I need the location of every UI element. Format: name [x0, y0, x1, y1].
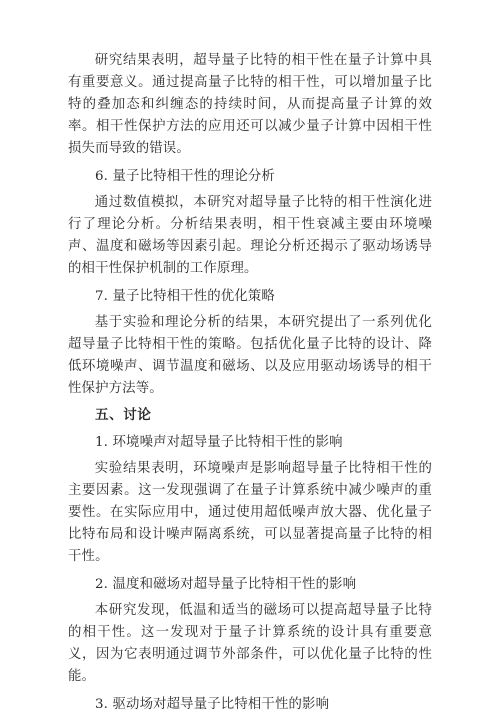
heading-theoretical-analysis: 6. 量子比特相干性的理论分析	[95, 169, 275, 184]
heading-drive-field: 3. 驱动场对超导量子比特相干性的影响	[95, 697, 330, 712]
heading-environment-noise: 1. 环境噪声对超导量子比特相干性的影响	[95, 435, 343, 450]
paragraph-temperature-magnetic-field: 本研究发现，低温和适当的磁场可以提高超导量子比特的相干性。这一发现对于量子计算系统的设计具有重要意义，因为它表明通过调节外部条件，可以优化量子比特的性能。	[68, 603, 432, 684]
paragraph-results-summary: 研究结果表明，超导量子比特的相干性在量子计算中具有重要意义。通过提高量子比特的相干性，可以增加量子比特的叠加态和纠缠态的持续时间，从而提高量子计算的效率。相干性保护方法的应用还可以减少量子计算中因相干性损失而导致的错误。	[68, 53, 432, 156]
section-title-discussion: 五、讨论	[95, 407, 152, 423]
paragraph-optimization-strategy: 基于实验和理论分析的结果，本研究提出了一系列优化超导量子比特相干性的策略。包括优化量子比特的设计、降低环境噪声、调节温度和磁场、以及应用驱动场诱导的相干性保护方法等。	[68, 315, 432, 396]
paragraph-theoretical-analysis: 通过数值模拟，本研究对超导量子比特的相干性演化进行了理论分析。分析结果表明，相干性衰减主要由环境噪声、温度和磁场等因素引起。理论分析还揭示了驱动场诱导的相干性保护机制的工作原理。	[68, 195, 432, 276]
heading-optimization-strategy: 7. 量子比特相干性的优化策略	[95, 289, 275, 304]
paragraph-environment-noise: 实验结果表明，环境噪声是影响超导量子比特相干性的主要因素。这一发现强调了在量子计算系统中减少噪声的重要性。在实际应用中，通过使用超低噪声放大器、优化量子比特布局和设计噪声隔离系统，可以显著提高量子比特的相干性。	[68, 461, 432, 564]
heading-temperature-magnetic-field: 2. 温度和磁场对超导量子比特相干性的影响	[95, 577, 357, 592]
